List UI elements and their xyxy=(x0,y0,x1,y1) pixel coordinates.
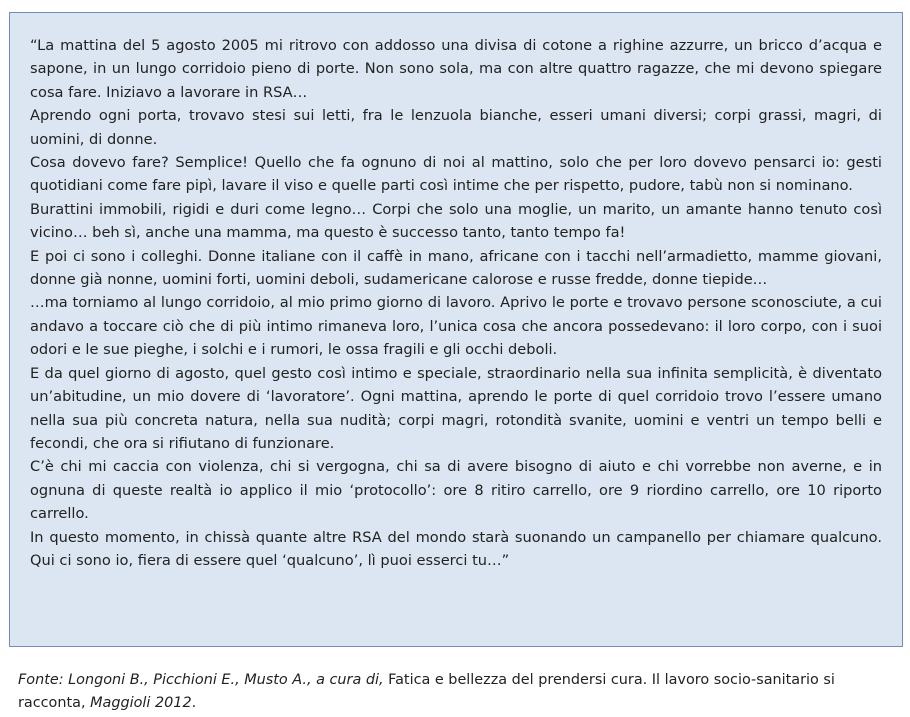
quote-paragraph: …ma torniamo al lungo corridoio, al mio primo giorno di lavoro. Aprivo le porte e trovavo persone sconosciute, a cui andavo a toccare ciò che di più intimo rimaneva loro, l’unica cosa che ancora possedevano: il loro corpo, con i suoi odori e le sue pieghe, i solchi e i rumori, le ossa fragili e gli occhi deboli. xyxy=(30,294,882,359)
quote-paragraph: In questo momento, in chissà quante altre RSA del mondo starà suonando un campanello per chiamare qualcuno. Qui ci sono io, fiera di essere quel ‘qualcuno’, lì puoi esserci tu…” xyxy=(30,528,882,569)
quote-box xyxy=(9,12,903,647)
quote-paragraph: E da quel giorno di agosto, quel gesto così intimo e speciale, straordinario nella sua infinita semplicità, è diventato un’abitudine, un mio dovere di ‘lavoratore’. Ogni mattina, aprendo le porte di quel corridoio trovo l’essere umano nella sua più concreta natura, nella sua nudità; corpi magri, rotondità svanite, uomini e ventri un tempo belli e fecondi, che ora si rifiutano di funzionare. xyxy=(30,364,882,452)
quote-paragraph: Burattini immobili, rigidi e duri come legno… Corpi che solo una moglie, un marito, un amante hanno tenuto così vicino… beh sì, anche una mamma, ma questo è successo tanto, tanto tempo fa! xyxy=(30,200,882,242)
quote-paragraph: E poi ci sono i colleghi. Donne italiane con il caffè in mano, africane con i tacchi nell’armadietto, mamme giovani, donne già nonne, uomini forti, uomini deboli, sudamericane calorose e russe fredde, donne tiepide… xyxy=(30,247,882,289)
quote-paragraph: Aprendo ogni porta, trovavo stesi sui letti, fra le lenzuola bianche, esseri umani diversi; corpi grassi, magri, di uomini, di donne. xyxy=(30,107,882,148)
quote-text xyxy=(30,34,882,572)
source-title: Fatica e bellezza del prendersi cura. Il lavoro socio-sanitario si racconta xyxy=(18,672,835,711)
source-publisher: Maggioli 2012 xyxy=(90,695,192,711)
quote-paragraph: “La mattina del 5 agosto 2005 mi ritrovo con addosso una divisa di cotone a righine azzurre, un bricco d’acqua e sapone, in un lungo corridoio pieno di porte. Non sono sola, ma con altre quattro ragazze, che mi devono spiegare cosa fare. Iniziavo a lavorare in RSA… xyxy=(30,37,882,101)
quote-paragraph: Cosa dovevo fare? Semplice! Quello che fa ognuno di noi al mattino, solo che per loro dovevo pensarci io: gesti quotidiani come fare pipì, lavare il viso e quelle parti così intime che per rispetto, pudore, tabù non si nominano. xyxy=(30,154,882,195)
source-authors: Longoni B., Picchioni E., Musto A., a cura di, xyxy=(63,672,389,688)
source-end: . xyxy=(191,695,197,711)
quote-paragraph: C’è chi mi caccia con violenza, chi si vergogna, chi sa di avere bisogno di aiuto e chi vorrebbe non averne, e in ognuna di queste realtà io applico il mio ‘protocollo’: ore 8 ritiro carrello, ore 9 riordino carrello, ore 10 riporto carrello. xyxy=(30,458,882,523)
source-label: Fonte: xyxy=(18,672,64,688)
source-separator: , xyxy=(80,695,91,711)
source-citation xyxy=(18,669,902,715)
